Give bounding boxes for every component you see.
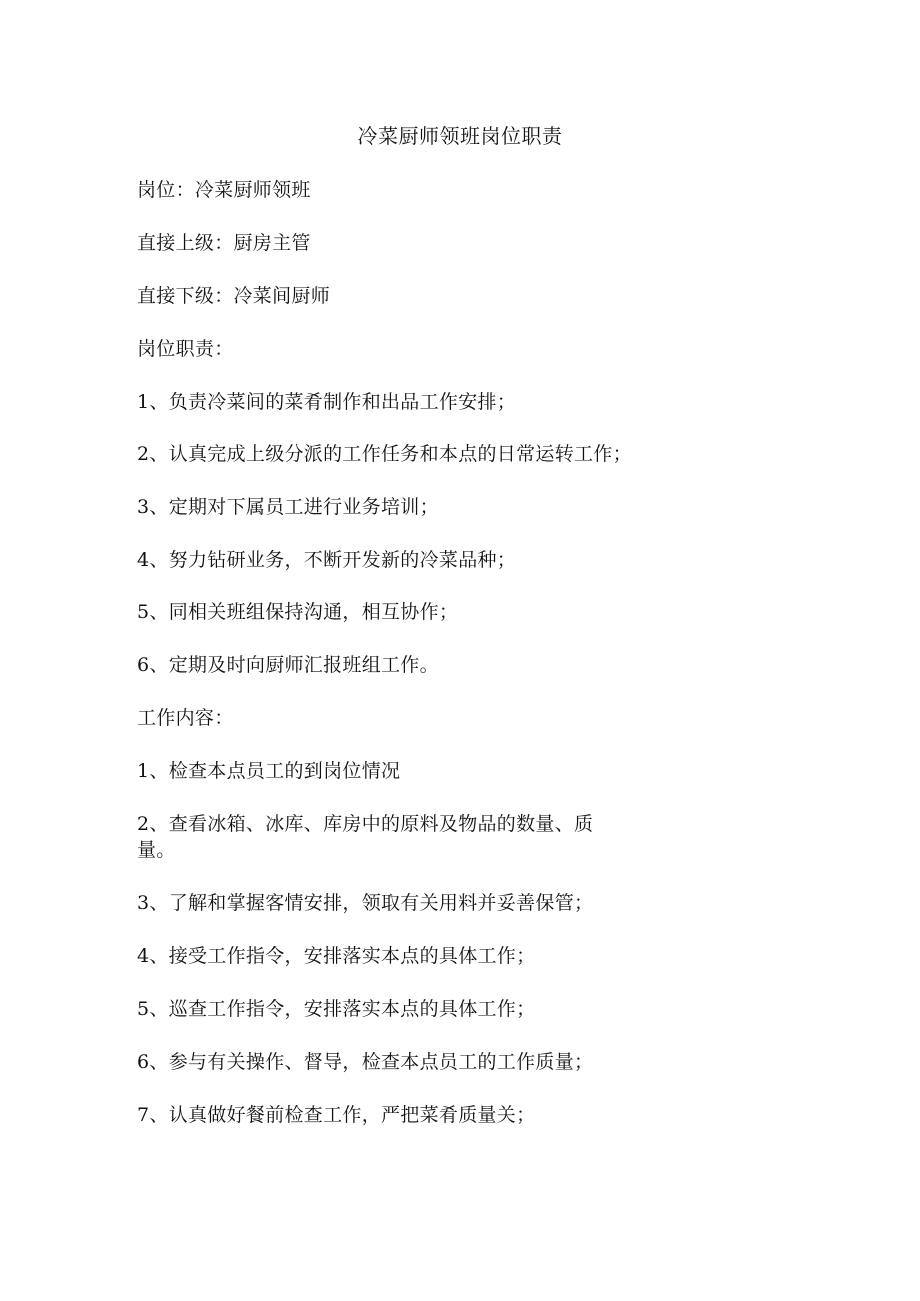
duty-item: 5、同相关班组保持沟通，相互协作； bbox=[137, 601, 459, 623]
work-item-line: 2、查看冰箱、冰库、库房中的原料及物品的数量、质 bbox=[137, 813, 594, 835]
duty-item: 1、负责冷菜间的菜肴制作和出品工作安排； bbox=[137, 391, 517, 413]
work-item: 1、检查本点员工的到岗位情况 bbox=[137, 760, 401, 782]
work-item: 7、认真做好餐前检查工作，严把菜肴质量关； bbox=[137, 1104, 536, 1126]
duty-item: 2、认真完成上级分派的工作任务和本点的日常运转工作； bbox=[137, 443, 632, 465]
duty-item: 4、努力钻研业务，不断开发新的冷菜品种； bbox=[137, 549, 517, 571]
duty-item: 3、定期对下属员工进行业务培训； bbox=[137, 496, 439, 518]
work-heading: 工作内容： bbox=[137, 707, 234, 729]
position-line: 岗位：冷菜厨师领班 bbox=[137, 179, 311, 201]
work-item: 6、参与有关操作、督导，检查本点员工的工作质量； bbox=[137, 1051, 594, 1073]
work-item: 5、巡查工作指令，安排落实本点的具体工作； bbox=[137, 998, 536, 1020]
superior-line: 直接上级：厨房主管 bbox=[137, 232, 311, 254]
work-item: 3、了解和掌握客情安排，领取有关用料并妥善保管； bbox=[137, 892, 594, 914]
subordinate-line: 直接下级：冷菜间厨师 bbox=[137, 285, 331, 307]
document-title: 冷菜厨师领班岗位职责 bbox=[357, 124, 563, 148]
duties-heading: 岗位职责： bbox=[137, 338, 234, 360]
duty-item: 6、定期及时向厨师汇报班组工作。 bbox=[137, 654, 439, 676]
work-item-line: 量。 bbox=[137, 839, 176, 861]
work-item-wrapped bbox=[137, 811, 667, 863]
work-item: 4、接受工作指令，安排落实本点的具体工作； bbox=[137, 945, 536, 967]
